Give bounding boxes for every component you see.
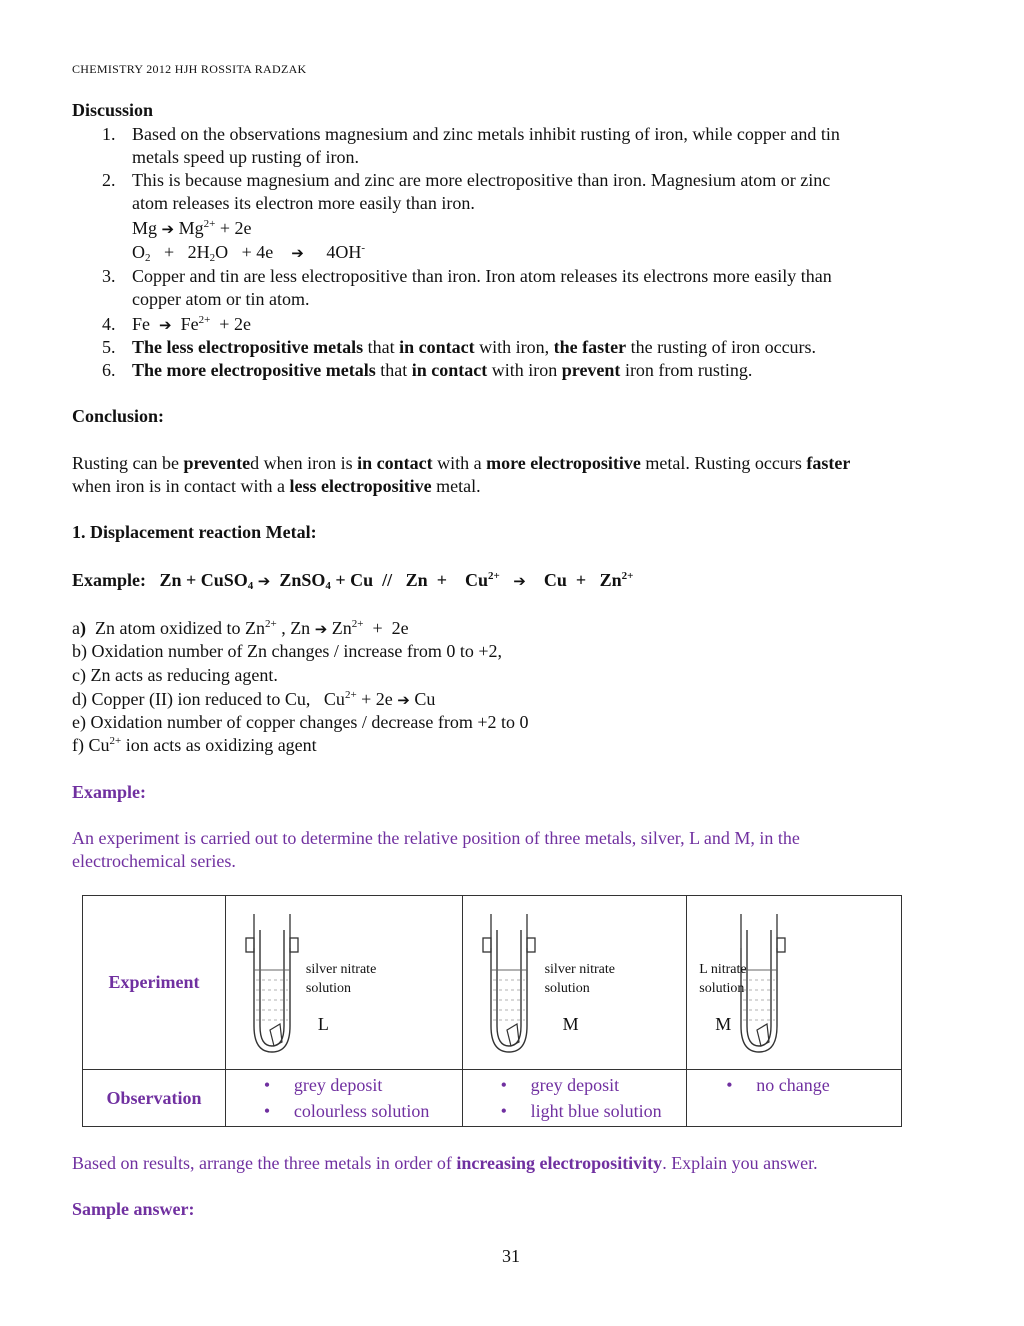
bold-text: in contact [357,453,433,473]
experiment-cell-2 [462,896,687,1070]
bold-text: prevente [183,453,251,473]
observation-row [83,1070,902,1127]
item-number: 4. [102,314,116,334]
text: Zn [331,618,352,638]
item-number: 3. [102,266,116,286]
text: d when iron is [250,453,358,473]
question-text [72,1153,818,1174]
subscript: 4 [325,580,331,592]
subscript: 2 [145,252,151,264]
label: Example: [72,570,146,590]
text: Based on results, arrange the three metals in order of [72,1153,457,1173]
discussion-item-3-cont: copper atom or tin atom. [132,289,310,309]
bold-text: more electropositive [486,453,641,473]
subscript: 4 [247,580,254,592]
discussion-item-1 [102,124,840,145]
experiment-cell-3 [687,896,902,1070]
eq-text: 4OH [326,242,362,262]
example-title: Example: [72,782,146,802]
test-tube-icon [479,914,539,1064]
observation-label: Observation [83,1070,226,1127]
equation-oxygen [132,242,365,263]
point-f [72,735,317,756]
item-number: 6. [102,360,116,380]
bold-text: increasing electropositivity [456,1153,663,1173]
eq-text: + Cu // Zn + Cu [330,570,488,590]
solution-name: L nitrate [699,962,747,977]
list-item: • light blue solution [501,1098,662,1124]
bold-text: prevent [561,360,621,380]
item-number: 5. [102,337,116,357]
discussion-item-4 [102,314,251,335]
charge: 2+ [344,689,357,701]
discussion-item-3 [102,266,832,287]
test-tube-icon [242,914,302,1064]
item-text: Copper and tin are less electropositive than iron. Iron atom releases its electrons more easily than [132,266,832,286]
observation-list [264,1072,430,1124]
eq-text: + 2e [210,314,251,334]
arrow-icon: ➔ [513,572,526,590]
text: . Explain you answer. [662,1153,818,1173]
text: with iron, [474,337,554,357]
subscript: 2 [209,252,216,264]
discussion-item-2 [102,170,830,191]
conclusion-title: Conclusion: [72,406,165,426]
displacement-example-equation [72,570,633,591]
page-header: CHEMISTRY 2012 HJH ROSSITA RADZAK [72,62,307,76]
bold-text: in contact [411,360,488,380]
charge: 2+ [203,218,216,230]
arrow-icon: ➔ [159,316,172,334]
experiment-table [82,895,902,1127]
solution-name: solution [305,981,352,996]
text: with iron [487,360,562,380]
list-item: • colourless solution [264,1098,430,1124]
charge: 2+ [198,314,211,326]
metal-label: L [317,1014,329,1034]
item-text: Based on the observations magnesium and zinc metals inhibit rusting of iron, while copper and tin [132,124,840,144]
eq-text: Fe [180,314,199,334]
bold-text: less electropositive [289,476,432,496]
sample-answer-title: Sample answer: [72,1199,195,1219]
text: metal. Rusting occurs [640,453,807,473]
discussion-item-6 [102,360,752,381]
displacement-title: 1. Displacement reaction Metal: [72,522,317,542]
point-a [72,618,409,639]
eq-text: Mg [178,218,204,238]
point-e: e) Oxidation number of copper changes / decrease from +2 to 0 [72,712,529,732]
list-item: • no change [726,1072,829,1098]
arrow-icon: ➔ [257,572,271,590]
discussion-item-1-cont: metals speed up rusting of iron. [132,147,359,167]
eq-text: Fe [132,314,150,334]
list-item: • grey deposit [501,1072,662,1098]
bold-text: ) [80,618,86,638]
charge: 2+ [487,570,500,582]
point-b: b) Oxidation number of Zn changes / increase from 0 to +2, [72,641,503,661]
eq-text: Cu + Zn [543,570,622,590]
arrow-icon: ➔ [397,691,410,709]
arrow-icon: ➔ [291,244,304,262]
item-number: 1. [102,124,116,144]
observation-list [726,1072,829,1098]
text: that [363,337,400,357]
charge: 2+ [351,618,364,630]
text: that [375,360,412,380]
text: + 2e [363,618,409,638]
eq-text: ZnSO [279,570,326,590]
conclusion-line-1 [72,453,850,474]
text: a [72,618,80,638]
item-number: 2. [102,170,116,190]
discussion-title: Discussion [72,100,154,120]
solution-label [306,960,376,998]
discussion-item-5 [102,337,816,358]
metal-label: M [715,1014,732,1034]
text: Rusting can be [72,453,184,473]
eq-text: + 2H [150,242,210,262]
bold-text: The more electropositive metals [132,360,376,380]
observation-cell-2 [462,1070,687,1127]
text: the rusting of iron occurs. [626,337,817,357]
arrow-icon: ➔ [314,620,328,638]
text: with a [432,453,487,473]
solution-name: silver nitrate [544,962,615,977]
observation-cell-1 [225,1070,462,1127]
charge: - [361,242,366,254]
charge: 2+ [109,735,122,747]
charge: 2+ [621,570,634,582]
list-item: • grey deposit [264,1072,430,1098]
solution-name: solution [544,981,590,996]
eq-text: + 2e [215,218,252,238]
solution-name: silver nitrate [305,962,377,977]
point-c: c) Zn acts as reducing agent. [72,665,278,685]
bold-text: faster [806,453,851,473]
bold-text: The less electropositive metals [132,337,364,357]
metal-label: M [562,1014,579,1034]
text: Zn atom oxidized to Zn [86,618,265,638]
observation-list [501,1072,662,1124]
page-number: 31 [502,1246,520,1266]
eq-text: Zn + CuSO [159,570,248,590]
bold-text: the faster [553,337,627,357]
solution-name: solution [699,981,745,996]
item-text: This is because magnesium and zinc are more electropositive than iron. Magnesium atom or zinc [132,170,831,190]
conclusion-line-2 [72,476,481,497]
experiment-cell-1 [225,896,462,1070]
observation-cell-3 [687,1070,902,1127]
experiment-row [83,896,902,1070]
text: when iron is in contact with a [72,476,290,496]
eq-text: Mg [132,218,158,238]
text: Cu [414,689,436,709]
text: iron from rusting. [620,360,753,380]
text: , Zn [276,618,311,638]
eq-text: O + 4e [215,242,274,262]
example-intro-line-2: electrochemical series. [72,851,236,871]
experiment-label: Experiment [83,896,226,1070]
arrow-icon: ➔ [161,220,175,238]
text: metal. [431,476,481,496]
example-intro-line-1: An experiment is carried out to determine the relative position of three metals, silver, L and M, in the [72,828,800,848]
solution-label [545,960,615,998]
bold-text: in contact [399,337,475,357]
discussion-item-2-cont: atom releases its electron more easily than iron. [132,193,475,213]
text: + 2e [356,689,393,709]
text: f) Cu [72,735,110,755]
text: d) Copper (II) ion reduced to Cu, Cu [72,689,345,709]
point-d [72,689,435,710]
solution-label [699,960,746,998]
text: ion acts as oxidizing agent [121,735,317,755]
charge: 2+ [264,618,277,630]
eq-text: O [132,242,145,262]
equation-magnesium [132,218,251,239]
